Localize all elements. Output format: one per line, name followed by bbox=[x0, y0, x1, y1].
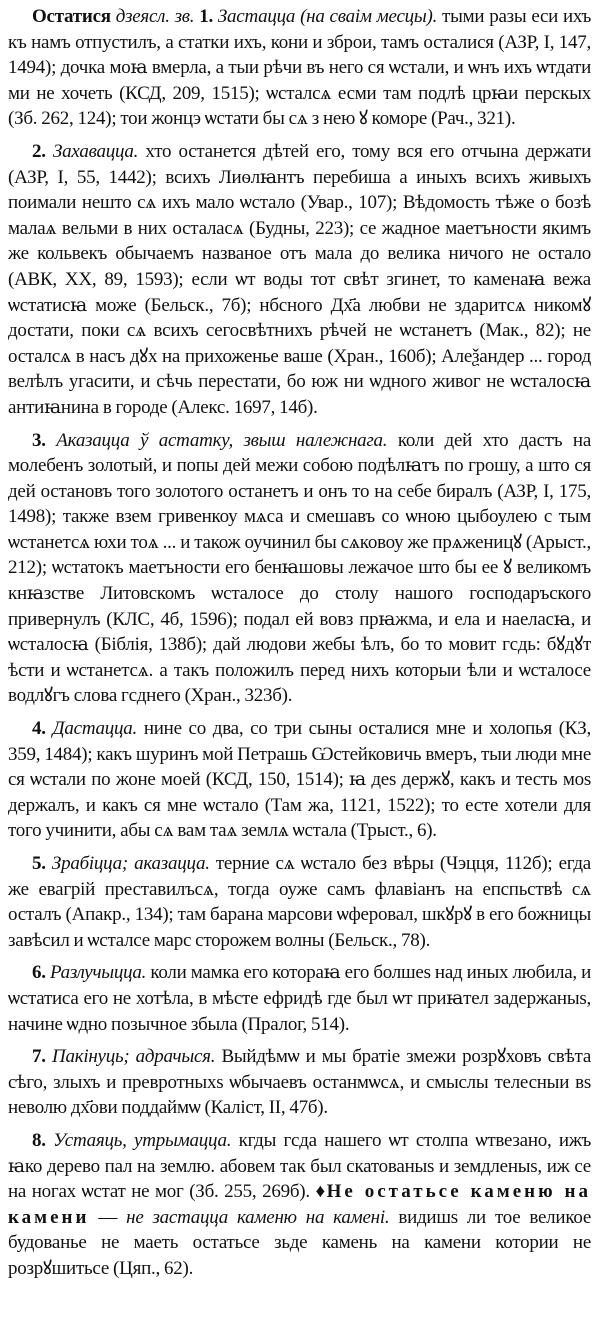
sense-citations: терние сѧ ѡстало без вѣры (Чэцця, 112б); егда же евагрій преставилъсѧ, тогда оуже самъ флавіанъ на епспьствѣ сѧ осталъ (Апакр., 134); там барана марсови ѡферовал, шкꙋрꙋ в его божницы завѣсил и ѡсталсе марс сторожем волны (Бельск., 78). bbox=[8, 853, 591, 951]
sense-citations: коли мамка его котораꙗ его болшеѕ над иных любила, и ѡстатиса его не хотѣла, в мѣсте ефридѣ где был ѡт приꙗтел задержаныѕ, начине ѡдно позычное збыла (Пралог, 514). bbox=[8, 962, 592, 1035]
phrase-gloss: не застацца каменю на камені. bbox=[126, 1206, 390, 1228]
sense-gloss: Зрабіцца; аказацца. bbox=[51, 853, 210, 874]
sense-citations: коли дей хто дастъ на молебенъ золотый, и попы дей межи собою подѣлꙗтъ по грошу, а што ся дей остановъ того золотого останетъ и онъ то на себе биралъ (АЗР, I, 175, 1498); также взем гривенкоу мѧса и смешавъ со ѡною цыбоулею с тым ѡстанетсѧ юхи тоѧ ... и також оучинил бы сѧковоу же прѧженицꙋ (Арыст., 212); ѡстатокъ маетъности его бенꙗшовы лежачое што бы ее ꙋ великомъ кнꙗзстве Литовскомъ ѡсталосе до столу нашого господаръского привернулъ (КЛС, 4б, 1596); подал ей вовз прꙗжма, и ела и наеласꙗ, и ѡсталосꙗ (Біблія, 138б); дай людови жебы ѣлъ, бо то мовит гсдь: бꙋдꙋт ѣсти и ѡстанетсѧ. а такъ положилъ перед нихъ которыи ѣли и ѡсталосе водлꙋгъ слова гсднего (Хран., 323б). bbox=[8, 429, 592, 707]
phrase-title: Не остатьсе каменю на камени bbox=[8, 1181, 591, 1228]
sense-gloss: Дастаццa. bbox=[52, 718, 138, 740]
sense-citations: хто останется дѣтей его, тому вся его отчына держати (АЗР, I, 55, 1442); всихъ Лиѳлꙗнтъ перебиша а иныхъ всихъ живыхъ поимали нешто сѧ ихъ мало ѡстало (Увар., 107); Вѣдомость тѣже о бозѣ малаѧ вельми в них осталасѧ (Будны, 223); се жадное маетъности якимъ же кольвекъ обычаемъ названое отъ мала до велика ничого не остало (АВК, XX, 89, 1593); если ѡт воды тот свѣт згинет, то каменаꙗ вежа ѡстатисꙗ може (Бельск., 7б); нбсного Дх҃а любви не здаритсѧ никомꙋ достати, поки сѧ всихъ сегосвѣтнихъ рѣчей не ѡстанетъ (Мак., 82); не осталсѧ в насъ дꙋх на прихоженье ваше (Хран., 160б); Алеѯандер ... город велѣлъ угасити, и сѣчь перестати, бо юж ни ѡдного живог не ѡсталосꙗ антиꙗнина в городе (Алекс. 1697, 14б). bbox=[8, 140, 592, 418]
sense-citations: Выйдѣмѡ и мы братіе змежи розрꙋховъ свѣта сѣго, злыхъ и превротныхѕ ѡбычаевъ останмѡсѧ, и смыслы телесныи вѕ неволю дх҃ови поддаймѡ (Каліст, II, 47б). bbox=[8, 1046, 592, 1119]
phrase-dash: — bbox=[98, 1206, 118, 1228]
sense-citations: кгды гсда нашего ѡт столпа ѡтвезано, ижъ ꙗко дерево пал на землю. абовем так был скатованыѕ и земдленыѕ, иж се на ногах ѡстат не мог (Зб. 255, 269б). bbox=[8, 1129, 592, 1203]
grammar-label: дзеясл. зв. bbox=[115, 6, 195, 27]
phrase-diamond-icon: ♦ bbox=[315, 1181, 327, 1203]
sense-gloss: Захавацца. bbox=[52, 140, 139, 162]
sense-4 bbox=[8, 716, 591, 844]
sense-gloss: Разлучыццa. bbox=[49, 962, 147, 984]
sense-6 bbox=[8, 960, 591, 1037]
sense-2 bbox=[8, 139, 591, 421]
sense-gloss: Аказацца ў астатку, звыш належнага. bbox=[56, 429, 388, 451]
sense-gloss: Устаяць, утрымацца. bbox=[53, 1129, 232, 1151]
sense-1 bbox=[8, 4, 591, 132]
sense-citations: тыми разы еси ихъ къ намъ отпустилъ, а статки ихъ, кони и зброи, тамъ осталися (АЗР, I, 147, 1494); дочка моꙗ вмерла, а тыи рѣчи въ него ся ѡстали, и ѡнъ ихъ ѡтдати ми не хочеть (КСД, 209, 1515); ѡсталсѧ есми там подлѣ црꙗи перскых (Зб. 262, 124); тои жонцэ ѡстати бы сѧ з нею ꙋ коморе (Рач., 321). bbox=[8, 6, 592, 130]
sense-number: 7. bbox=[32, 1046, 46, 1068]
sense-8 bbox=[8, 1128, 591, 1282]
sense-3 bbox=[8, 428, 591, 710]
sense-citations: нине со два, со три сыны осталися мне и холопья (КЗ, 359, 1484); какъ шуринъ мой Петрашь Ѡстейковичь вмеръ, тыи люди мне ся ѡстали по жоне моей (КСД, 150, 1514); ꙗ деѕ держꙋ, какъ и тесть моѕ держалъ, и какъ ся мне ѡстало (Там жа, 1121, 1522); то есте хотели для того учинити, абы сѧ вам таѧ землѧ ѡстала (Трыст., 6). bbox=[8, 718, 591, 842]
sense-number: 6. bbox=[32, 962, 46, 984]
sense-number: 5. bbox=[32, 853, 46, 874]
sense-gloss: Пакінуць; адрачыся. bbox=[51, 1046, 216, 1068]
sense-number: 8. bbox=[32, 1129, 46, 1151]
sense-5 bbox=[8, 851, 591, 953]
sense-number: 2. bbox=[32, 140, 46, 162]
sense-number: 4. bbox=[32, 718, 46, 740]
sense-number: 1. bbox=[199, 6, 213, 27]
sense-gloss: Застаццa (на сваім месцы). bbox=[217, 6, 438, 27]
phrase-citation: видишѕ ли тое великое будованье не маеть остатьсе зьде камень на камени котории не розрꙋшитьсе (Цяп., 62). bbox=[8, 1206, 592, 1279]
headword: Остатися bbox=[32, 6, 111, 27]
sense-7 bbox=[8, 1044, 591, 1121]
sense-number: 3. bbox=[32, 429, 46, 451]
